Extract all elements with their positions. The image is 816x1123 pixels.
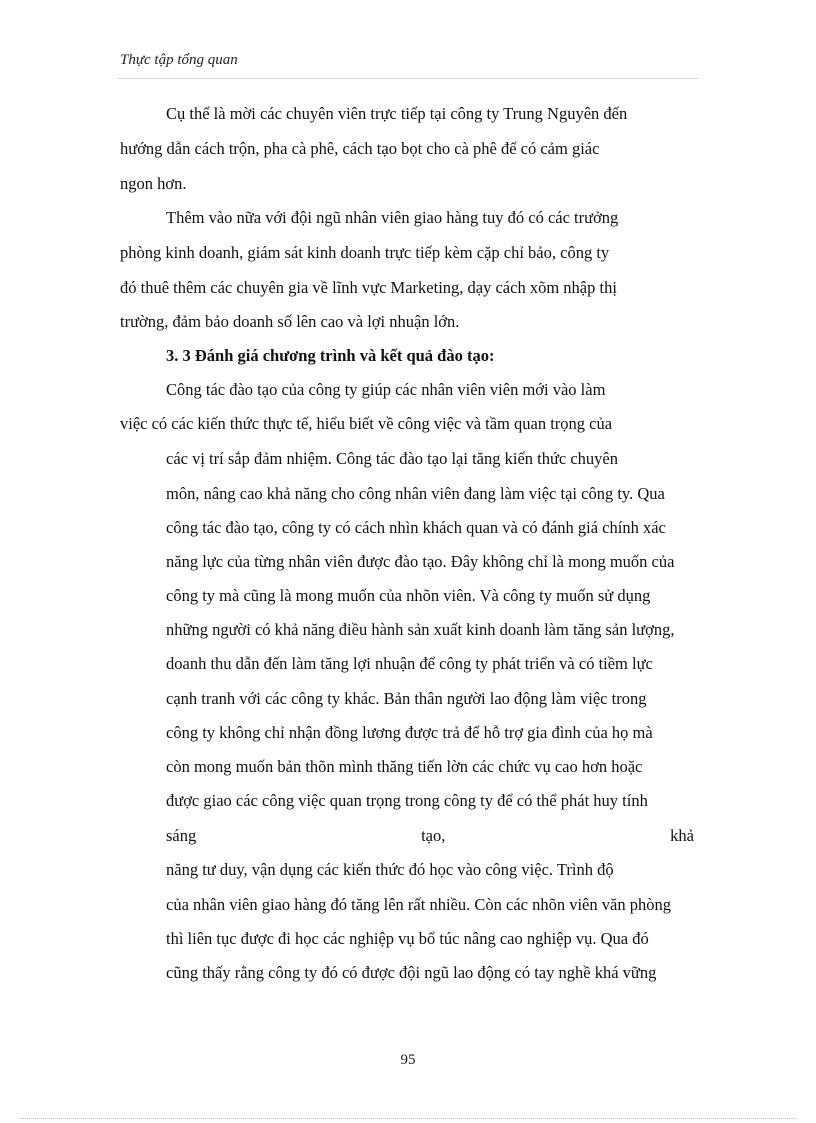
text-line: Cụ thể là mời các chuyên viên trực tiếp tại công ty Trung Nguyên đến [166, 104, 628, 123]
text-line: của nhân viên giao hàng đó tăng lên rất nhiều. Còn các nhõn viên văn phòng [166, 895, 671, 914]
text-line: năng tư duy, vận dụng các kiến thức đó học vào công việc. Trình độ [166, 860, 614, 879]
text-line: môn, nâng cao khả năng cho công nhân viên đang làm việc tại công ty. Qua [166, 484, 665, 503]
section-heading: 3. 3 Đánh giá chương trình và kết quả đào tạo: [166, 346, 495, 365]
footer-divider [20, 1118, 796, 1119]
text-line: các vị trí sắp đảm nhiệm. Công tác đào tạo lại tăng kiến thức chuyên [166, 449, 619, 468]
text-line: hướng dẫn cách trộn, pha cà phê, cách tạo bọt cho cà phê để có cảm giác [120, 139, 600, 158]
text-line: những người có khả năng điều hành sản xuất kinh doanh làm tăng sản lượng, [166, 620, 675, 639]
page-number: 95 [400, 1052, 416, 1068]
text-line: việc có các kiến thức thực tế, hiểu biết về công việc và tầm quan trọng của [120, 414, 613, 433]
text-line: thì liên tục được đi học các nghiệp vụ bổ túc nâng cao nghiệp vụ. Qua đó [166, 929, 649, 948]
spread-word: tạo, [421, 826, 446, 845]
text-line: đó thuê thêm các chuyên gia về lĩnh vực Marketing, dạy cách xõm nhập thị [120, 278, 617, 297]
spread-text-line [166, 826, 694, 846]
running-header: Thực tập tổng quan [120, 52, 238, 68]
text-line: Công tác đào tạo của công ty giúp các nhân viên viên mới vào làm [166, 380, 606, 399]
text-line: phòng kinh doanh, giám sát kinh doanh trực tiếp kèm cặp chỉ bảo, công ty [120, 243, 610, 262]
text-line: công ty không chỉ nhận đồng lương được trả để hỗ trợ gia đình của họ mà [166, 723, 653, 742]
header-divider [118, 78, 698, 79]
text-line: được giao các công việc quan trọng trong công ty để có thể phát huy tính [166, 791, 648, 810]
text-line: Thêm vào nữa với đội ngũ nhân viên giao hàng tuy đó có các trưởng [166, 208, 619, 227]
text-line: cạnh tranh với các công ty khác. Bản thân người lao động làm việc trong [166, 689, 647, 708]
spread-word: khả [670, 826, 694, 845]
text-line: trường, đảm bảo doanh số lên cao và lợi nhuận lớn. [120, 312, 460, 331]
text-line: cũng thấy rằng công ty đó có được đội ngũ lao động có tay nghề khá vững [166, 963, 657, 982]
text-line: năng lực của từng nhân viên được đào tạo. Đây không chỉ là mong muốn của [166, 552, 675, 571]
text-line: doanh thu dẫn đến làm tăng lợi nhuận để công ty phát triển và có tiềm lực [166, 654, 653, 673]
text-line: công ty mà cũng là mong muốn của nhõn viên. Và công ty muốn sử dụng [166, 586, 651, 605]
text-line: ngon hơn. [120, 174, 187, 193]
text-line: công tác đào tạo, công ty có cách nhìn khách quan và có đánh giá chính xác [166, 518, 666, 537]
text-line: còn mong muốn bản thõn mình thăng tiến lờn các chức vụ cao hơn hoặc [166, 757, 643, 776]
spread-word: sáng [166, 826, 197, 845]
